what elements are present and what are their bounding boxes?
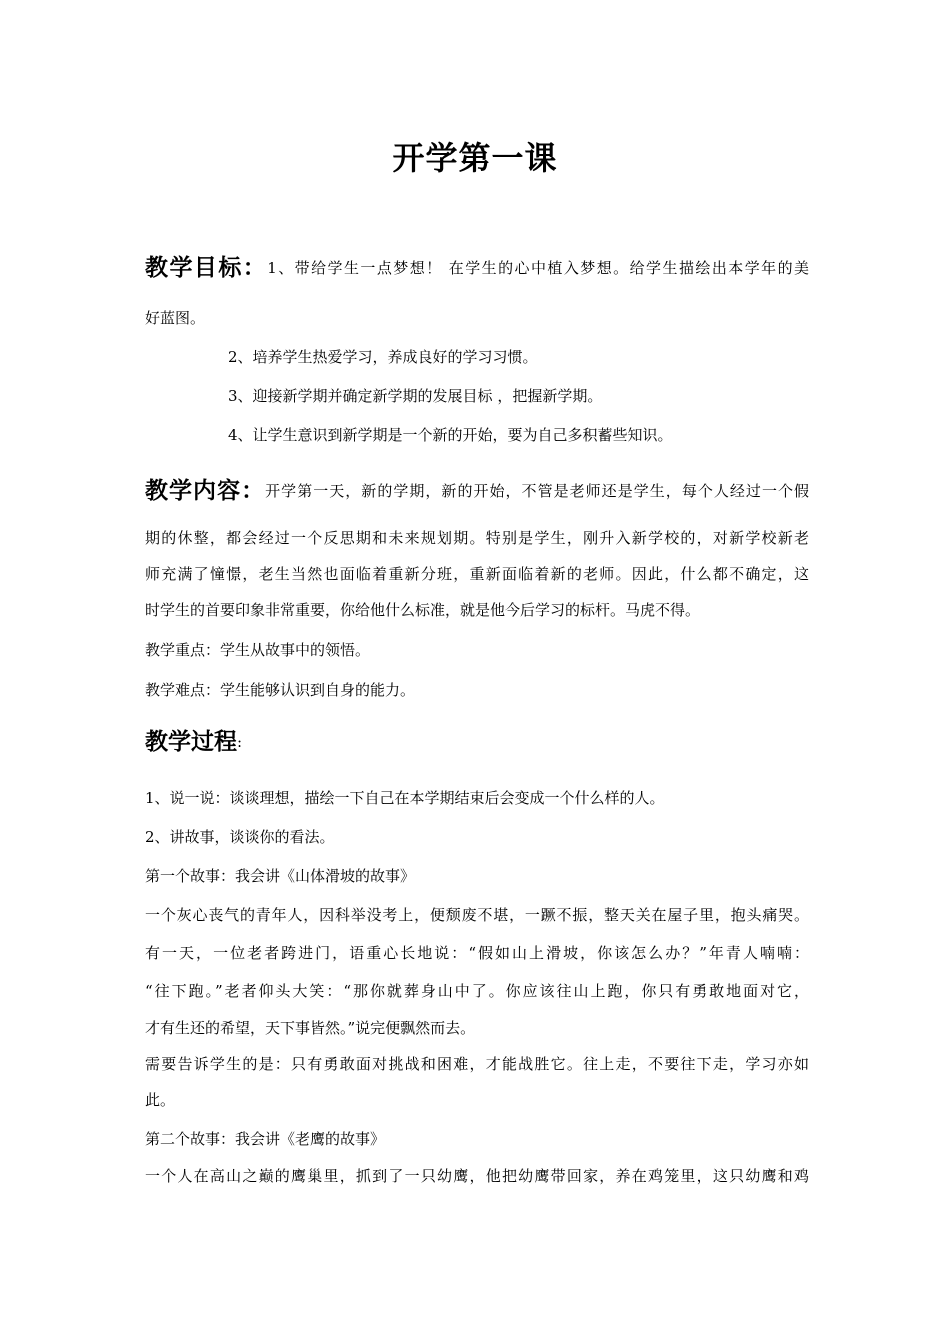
content-text-1: 开学第一天，新的学期，新的开始，不管是老师还是学生，每个人经过一个假 [265, 482, 809, 500]
process-step-1: 1、说一说：谈谈理想，描绘一下自己在本学期结束后会变成一个什么样的人。 [145, 789, 665, 807]
goals-item-1-cont: 好蓝图。 [145, 309, 206, 327]
story-2-line-1: 一个人在高山之巅的鹰巢里，抓到了一只幼鹰，他把幼鹰带回家，养在鸡笼里，这只幼鹰和鸡 [145, 1167, 809, 1185]
key-point: 教学重点：学生从故事中的领悟。 [145, 641, 371, 659]
process-step-2: 2、讲故事，谈谈你的看法。 [145, 828, 335, 846]
goals-line-1 [145, 255, 810, 281]
story-1-line-4: 才有生还的希望，天下事皆然。”说完便飘然而去。 [145, 1019, 476, 1037]
story-2-title: 第二个故事：我会讲《老鹰的故事》 [145, 1130, 386, 1148]
goals-item-3: 3、迎接新学期并确定新学期的发展目标 ，把握新学期。 [228, 387, 603, 405]
story-1-title: 第一个故事：我会讲《山体滑坡的故事》 [145, 867, 416, 885]
process-heading: 教学过程 [145, 729, 237, 755]
goals-item-2: 2、培养学生热爱学习，养成良好的学习习惯。 [228, 348, 538, 366]
difficulty-point: 教学难点：学生能够认识到自身的能力。 [145, 681, 416, 699]
story-1-line-3: “往下跑。”老者仰头大笑：“那你就葬身山中了。你应该往山上跑，你只有勇敢地面对它， [145, 982, 809, 1000]
goals-heading: 教学目标： [145, 255, 268, 281]
goals-item-1: 1、带给学生一点梦想！ 在学生的心中植入梦想。给学生描绘出本学年的美 [267, 259, 810, 277]
content-text-2: 期的休整，都会经过一个反思期和未来规划期。特别是学生，刚升入新学校的，对新学校新老 [145, 529, 809, 547]
content-text-4: 时学生的首要印象非常重要，你给他什么标准，就是他今后学习的标杆。马虎不得。 [145, 601, 701, 619]
document-title: 开学第一课 [392, 139, 558, 177]
story-1-line-2: 有一天，一位老者跨进门，语重心长地说：“假如山上滑坡，你该怎么办？”年青人喃喃： [145, 944, 809, 962]
content-text-3: 师充满了憧憬，老生当然也面临着重新分班，重新面临着新的老师。因此，什么都不确定，这 [145, 565, 809, 583]
content-heading: 教学内容： [145, 478, 266, 504]
content-line-1 [145, 478, 809, 504]
process-heading-line [145, 729, 809, 755]
process-heading-colon: : [237, 733, 243, 751]
goals-item-4: 4、让学生意识到新学期是一个新的开始，要为自己多积蓄些知识。 [228, 426, 673, 444]
lesson-1-line-2: 此。 [145, 1091, 176, 1109]
story-1-line-1: 一个灰心丧气的青年人，因科举没考上，便颓废不堪，一蹶不振，整天关在屋子里，抱头痛哭。 [145, 906, 809, 924]
lesson-1-line-1: 需要告诉学生的是：只有勇敢面对挑战和困难，才能战胜它。往上走，不要往下走，学习亦如 [145, 1055, 809, 1073]
